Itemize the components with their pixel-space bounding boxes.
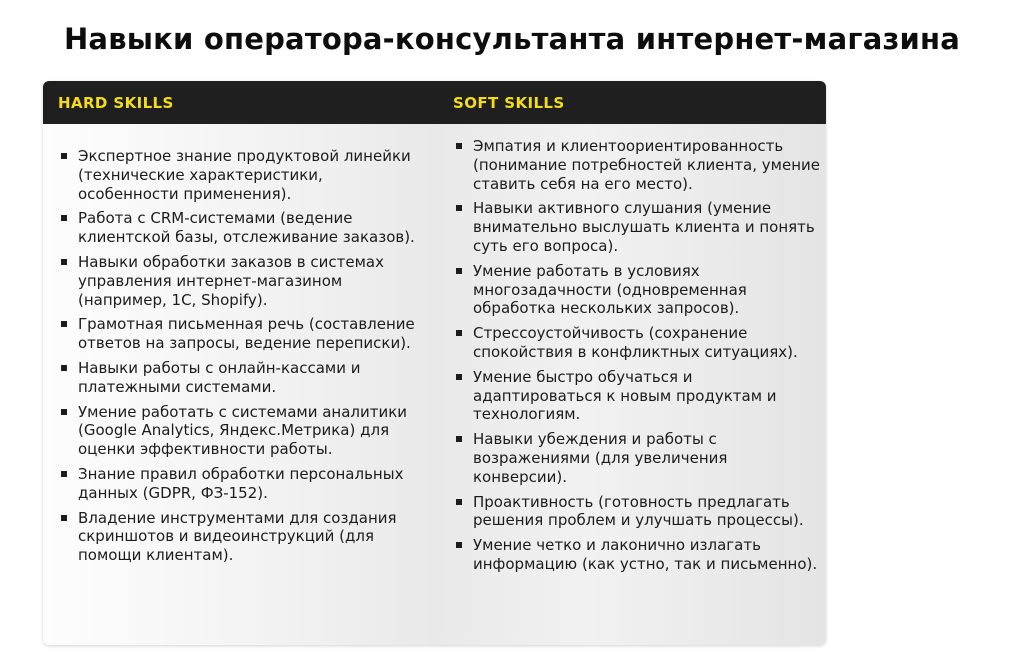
soft-skill-text: Умение четко и лаконично излагать информацию (как устно, так и письменно). (473, 536, 818, 573)
soft-skill-text: Навыки активного слушания (умение внимательно выслушать клиента и понять суть его вопроса). (473, 199, 815, 255)
list-item (58, 465, 428, 503)
bullet-icon (61, 471, 67, 477)
bullet-icon (456, 542, 462, 548)
soft-skill-text: Умение быстро обучаться и адаптироваться к новым продуктам и технологиям. (473, 367, 777, 424)
soft-skill-text: Умение работать в условиях многозадачности (одновременная обработка нескольких запросов). (473, 261, 747, 318)
list-item (453, 324, 823, 362)
list-item (453, 493, 823, 531)
list-item (453, 199, 823, 255)
table-header (43, 81, 826, 124)
list-item (453, 536, 823, 574)
soft-skill-text: Навыки убеждения и работы с возражениями (для увеличения конверсии). (473, 430, 728, 486)
soft-skills-list (453, 137, 823, 580)
list-item (453, 262, 823, 318)
hard-skill-text: Работа с CRM-системами (ведение клиентской базы, отслеживание заказов). (78, 209, 415, 247)
bullet-icon (456, 374, 462, 380)
bullet-icon (456, 205, 462, 211)
list-item (453, 430, 823, 486)
hard-skill-text: Экспертное знание продуктовой линейки (технические характеристики, особенности применения). (78, 147, 411, 203)
hard-skill-text: Умение работать с системами аналитики (Google Analytics, Яндекс.Метрика) для оценки эффективности работы. (78, 402, 408, 459)
soft-skill-text: Проактивность (готовность предлагать решения проблем и улучшать процессы). (473, 492, 804, 530)
soft-skill-text: Эмпатия и клиентоориентированность (понимание потребностей клиента, умение ставить себя на его место). (473, 137, 820, 193)
bullet-icon (456, 143, 462, 149)
bullet-icon (61, 409, 67, 415)
page-title: Навыки оператора-консультанта интернет-магазина (63, 22, 961, 56)
bullet-icon (61, 515, 67, 521)
hard-skill-text: Владение инструментами для создания скриншотов и видеоинструкций (для помощи клиентам). (78, 508, 397, 565)
hard-skills-header: HARD SKILLS (58, 94, 174, 112)
bullet-icon (61, 321, 67, 327)
list-item (58, 315, 428, 353)
bullet-icon (61, 153, 67, 159)
bullet-icon (456, 499, 462, 505)
list-item (453, 137, 823, 193)
list-item (58, 253, 428, 309)
hard-skills-list (58, 147, 428, 571)
hard-skill-text: Навыки работы с онлайн-кассами и платежными системами. (78, 358, 361, 396)
list-item (58, 147, 428, 203)
list-item (58, 359, 428, 397)
bullet-icon (456, 268, 462, 274)
soft-skills-header: SOFT SKILLS (453, 94, 565, 112)
bullet-icon (456, 436, 462, 442)
bullet-icon (456, 330, 462, 336)
bullet-icon (61, 215, 67, 221)
list-item (58, 209, 428, 247)
hard-skill-text: Знание правил обработки персональных данных (GDPR, ФЗ-152). (78, 464, 404, 502)
list-item (58, 509, 428, 565)
hard-skill-text: Грамотная письменная речь (составление ответов на запросы, ведение переписки). (78, 315, 415, 353)
bullet-icon (61, 259, 67, 265)
skills-table (43, 81, 826, 645)
list-item (453, 368, 823, 424)
list-item (58, 403, 428, 459)
soft-skill-text: Стрессоустойчивость (сохранение спокойствия в конфликтных ситуациях). (473, 324, 798, 361)
bullet-icon (61, 365, 67, 371)
hard-skill-text: Навыки обработки заказов в системах управления интернет-магазином (например, 1С, Shopify). (78, 252, 384, 309)
